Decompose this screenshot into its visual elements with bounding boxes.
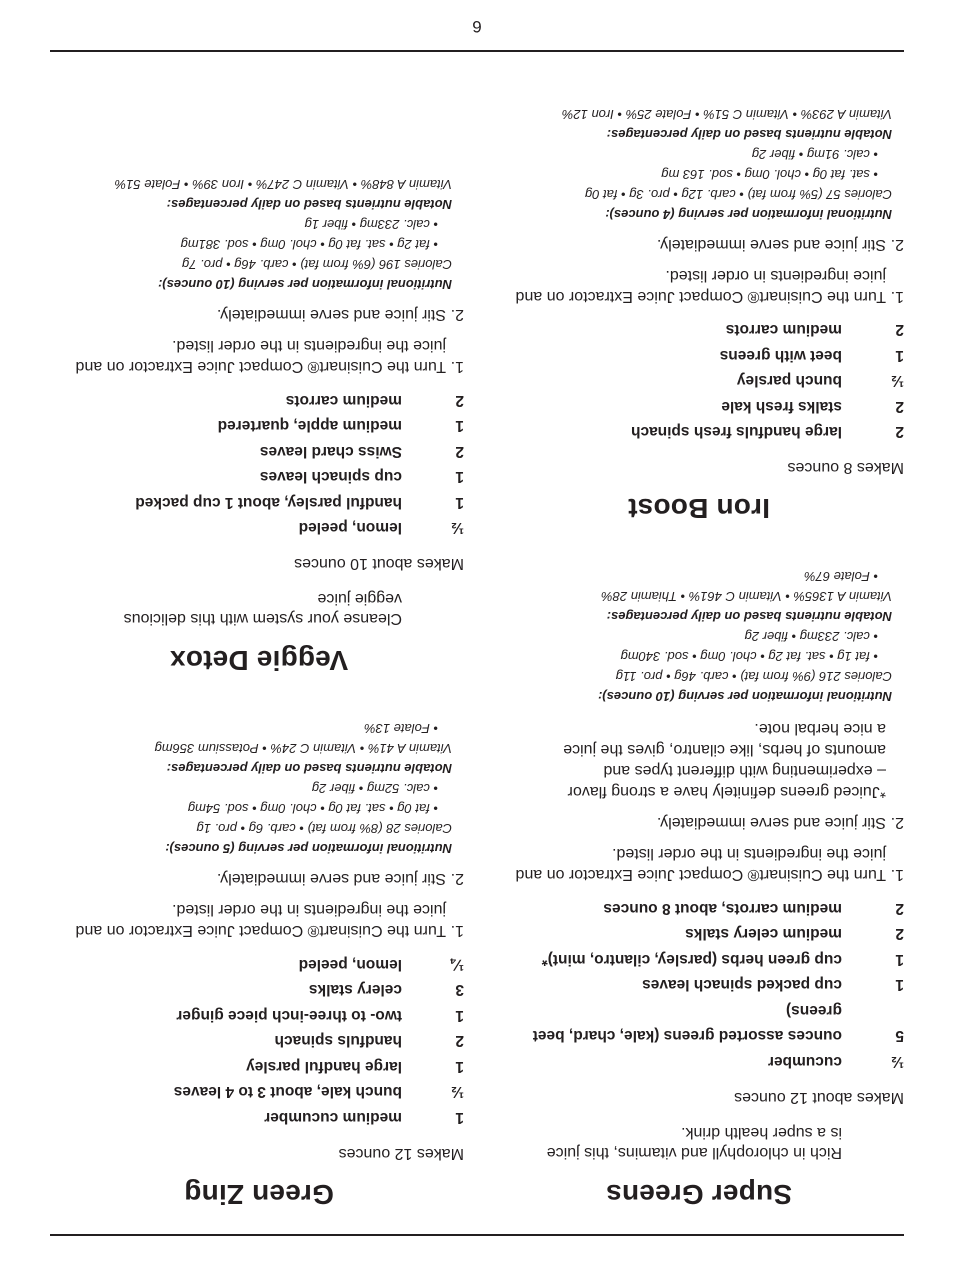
step-list [54, 869, 464, 942]
ingredient [54, 1054, 464, 1080]
step-number: 1. [890, 288, 904, 305]
ingredient [494, 368, 904, 394]
step-number: 1. [450, 922, 464, 940]
ingredient [494, 394, 904, 420]
ingredient-item: medium carrots, about 8 ounces [603, 900, 842, 917]
ingredient-qty: 2 [455, 443, 464, 460]
ingredient-item: cup packed spinach leaves [642, 976, 842, 994]
recipe-yield: Makes 12 ounces [338, 1145, 464, 1162]
ingredient-list [54, 952, 464, 1131]
nutrition-line: Calories 196 (6% from fat) • carb. 46g • pro. 7g [182, 257, 452, 273]
step-text: Stir juice and serve immediately. [656, 814, 886, 832]
ingredient-qty: 3 [455, 981, 464, 999]
recipe-intro: Rich in chlorophyll and vitamins, this juice is a super health drink. [546, 1124, 842, 1161]
ingredient [54, 388, 464, 414]
ingredient-item: bunch kale, about 3 to 4 leaves [173, 1083, 402, 1101]
recipe-title: Veggie Detox [169, 645, 349, 677]
ingredient-qty: 2 [455, 392, 464, 409]
nutrition-label: Nutritional information per serving (10 ounces): [158, 277, 452, 293]
ingredient-qty: 1 [895, 976, 904, 994]
nutrition-label: Nutritional information per serving (10 ounces): [598, 689, 892, 705]
ingredient-item: cup spinach leaves [259, 468, 402, 486]
step-number: 2. [450, 306, 464, 324]
ingredient [54, 1079, 464, 1105]
ingredient-item: medium carrots [725, 321, 842, 339]
ingredient [494, 921, 904, 947]
recipe-green-zing [54, 719, 464, 1211]
step-text: Stir juice and serve immediately. [656, 236, 886, 253]
step-list [54, 305, 464, 378]
nutrition-line: Calories 57 (5% from fat) • carb. 12g • pro. 3g • fat 0g [584, 187, 892, 202]
recipe-yield: Makes about 10 ounces [294, 555, 464, 573]
ingredient [54, 1028, 464, 1054]
ingredient [54, 952, 464, 978]
notable-nutrients-line: Vitamin A 293% • Vitamin C 51% • Folate 25% • Iron 12% [561, 107, 892, 122]
step [54, 305, 464, 326]
ingredient-qty: 2 [895, 321, 904, 339]
nutrition-info [532, 104, 892, 224]
nutrition-line: • fat 0g • sat. fat 0g • chol. 0mg • sod. 54mg [187, 801, 438, 817]
ingredient [494, 998, 904, 1049]
notable-nutrients-label: Notable nutrients based on daily percentages: [166, 761, 452, 777]
nutrition-line: Calories 216 (9% from fat) • carb. 46g • pro. 11g [615, 669, 892, 685]
ingredient-item: large handful parsley [246, 1058, 402, 1075]
ingredient [494, 972, 904, 998]
notable-nutrients-label: Notable nutrients based on daily percentages: [606, 127, 892, 142]
nutrition-line: • sat. fat 0g • chol. 0mg • sod. 163 mg [661, 167, 878, 182]
step-number: 2. [890, 236, 904, 253]
nutrition-line: • fat 2g • sat. fat 0g • chol. 0mg • sod. 381mg [180, 237, 438, 253]
bottom-rule [50, 50, 904, 52]
step [494, 813, 904, 834]
ingredient [494, 1049, 904, 1075]
step-number: 2. [450, 870, 464, 888]
ingredient [494, 317, 904, 343]
recipe-footnote: *Juiced greens definitely have a strong flavor – experimenting with different types and amounts of herbs, like cilantro, gives the juice a nice herbal note. [563, 720, 886, 801]
ingredient-item: handful parsley, about 1 cup packed [135, 494, 402, 511]
nutrition-line: • fat 1g • sat. fat 2g • chol. 0mg • sod. 340mg [620, 649, 878, 665]
ingredient [54, 515, 464, 541]
step-text: Stir juice and serve immediately. [216, 306, 446, 324]
ingredient-item: cucumber [767, 1053, 842, 1070]
step-list [494, 234, 904, 307]
step-number: 1. [890, 866, 904, 884]
nutrition-info [532, 567, 892, 707]
ingredient-item: stalks fresh kale [721, 398, 842, 415]
step-text: Turn the Cuisinart® Compact Juice Extractor on and juice the ingredients in the order listed. [515, 845, 886, 884]
ingredient [54, 413, 464, 439]
recipe-iron-boost [494, 104, 904, 525]
nutrition-line: Calories 28 (8% from fat) • carb. 6g • pro. 1g [196, 821, 452, 837]
ingredient-qty: 1 [455, 1109, 464, 1126]
ingredient-item: beet with greens [719, 347, 842, 364]
ingredient-item: large handfuls fresh spinach [630, 423, 842, 441]
ingredient-item: medium celery stalks [685, 925, 842, 943]
ingredient-qty: 1 [455, 1007, 464, 1024]
step [494, 234, 904, 255]
step-text: Turn the Cuisinart® Compact Juice Extractor on and juice the ingredients in the order listed. [75, 337, 446, 376]
recipe-title: Green Zing [184, 1179, 334, 1210]
notable-nutrients-line: • Folate 13% [364, 721, 438, 737]
ingredient-qty: 2 [895, 900, 904, 917]
ingredient [54, 464, 464, 490]
ingredient-qty: 2 [895, 398, 904, 415]
ingredient-item: lemon, peeled [298, 956, 402, 973]
ingredient-item: ounces assorted greens (kale, chard, beet greens) [532, 1002, 842, 1045]
ingredient-item: celery stalks [308, 981, 402, 999]
nutrition-line: • calc. 52mg • fiber 2g [311, 781, 438, 797]
notable-nutrients-label: Notable nutrients based on daily percentages: [166, 197, 452, 213]
ingredient-qty: 2 [895, 925, 904, 943]
ingredient-item: Swiss chard leaves [259, 443, 402, 460]
ingredient [54, 1105, 464, 1131]
ingredient-item: medium cucumber [264, 1109, 402, 1126]
nutrition-info [92, 719, 452, 859]
nutrition-line: • calc. 233mg • fiber 2g [744, 629, 878, 645]
step [54, 336, 464, 378]
page-number: 6 [472, 17, 482, 36]
notable-nutrients-line: Vitamin A 1365% • Vitamin C 461% • Thiamin 28% [601, 589, 892, 605]
ingredient [54, 977, 464, 1003]
ingredient-qty: ½ [451, 519, 464, 537]
left-column [494, 62, 904, 1210]
ingredient [494, 343, 904, 369]
ingredient-qty: 1 [455, 468, 464, 486]
ingredient [494, 419, 904, 445]
ingredient-qty: ½ [891, 372, 904, 390]
ingredient-qty: 1 [455, 1058, 464, 1075]
recipe-title: Iron Boost [628, 493, 770, 525]
ingredient-item: medium apple, quartered [217, 417, 402, 435]
recipe-super-greens [494, 567, 904, 1211]
step [494, 265, 904, 307]
nutrition-label: Nutritional information per serving (4 ounces): [605, 207, 892, 222]
notable-nutrients-line: Vitamin A 41% • Vitamin C 24% • Potassium 356mg [154, 741, 452, 757]
nutrition-line: • calc. 233mg • fiber 1g [304, 217, 438, 233]
recipe-title: Super Greens [605, 1179, 793, 1210]
ingredient-item: bunch parsley [736, 372, 842, 390]
recipe-yield: Makes 8 ounces [787, 459, 904, 477]
ingredient-item: handfuls spinach [274, 1032, 402, 1050]
step-list [494, 813, 904, 886]
step-text: Stir juice and serve immediately. [216, 870, 446, 888]
top-rule [50, 1234, 904, 1236]
ingredient-qty: 1 [895, 347, 904, 364]
ingredient [54, 439, 464, 465]
recipe-yield: Makes about 12 ounces [734, 1089, 904, 1106]
notable-nutrients-line: Vitamin A 848% • Vitamin C 247% • Iron 39% • Folate 51% [114, 177, 452, 193]
ingredient-qty: ½ [451, 1083, 464, 1101]
ingredient-qty: ¼ [451, 956, 464, 973]
right-column [54, 133, 464, 1211]
notable-nutrients-line: • Folate 67% [804, 569, 878, 585]
ingredient-qty: 1 [455, 494, 464, 511]
step-text: Turn the Cuisinart® Compact Juice Extractor on and juice the ingredients in the order listed. [75, 901, 446, 940]
ingredient-qty: 1 [455, 417, 464, 435]
ingredient-list [494, 896, 904, 1075]
ingredient-qty: ½ [891, 1053, 904, 1070]
ingredient-list [54, 388, 464, 541]
notable-nutrients-label: Notable nutrients based on daily percentages: [606, 609, 892, 625]
ingredient [54, 490, 464, 516]
ingredient-qty: 1 [895, 951, 904, 968]
nutrition-label: Nutritional information per serving (5 ounces): [165, 841, 452, 857]
nutrition-line: • calc. 91mg • fiber 2g [751, 147, 878, 162]
ingredient [494, 947, 904, 973]
recipe-veggie-detox [54, 175, 464, 677]
step [494, 844, 904, 886]
ingredient-qty: 2 [455, 1032, 464, 1050]
step-number: 1. [450, 358, 464, 376]
ingredient [494, 896, 904, 922]
ingredient-list [494, 317, 904, 445]
ingredient-item: two- to three-inch piece ginger [176, 1007, 402, 1024]
step [54, 869, 464, 890]
ingredient-qty: 2 [895, 423, 904, 441]
ingredient [54, 1003, 464, 1029]
recipe-intro: Cleanse your system with this delicious veggie juice [123, 590, 402, 628]
ingredient-item: lemon, peeled [298, 519, 402, 537]
step [54, 900, 464, 942]
ingredient-qty: 5 [895, 1027, 904, 1045]
ingredient-item: cup green herbs (parsley, cilantro, mint)* [541, 951, 842, 968]
ingredient-item: medium carrots [285, 392, 402, 409]
nutrition-info [92, 175, 452, 295]
step-text: Turn the Cuisinart® Compact Juice Extractor on and juice ingredients in order listed. [515, 267, 886, 305]
step-number: 2. [890, 814, 904, 832]
